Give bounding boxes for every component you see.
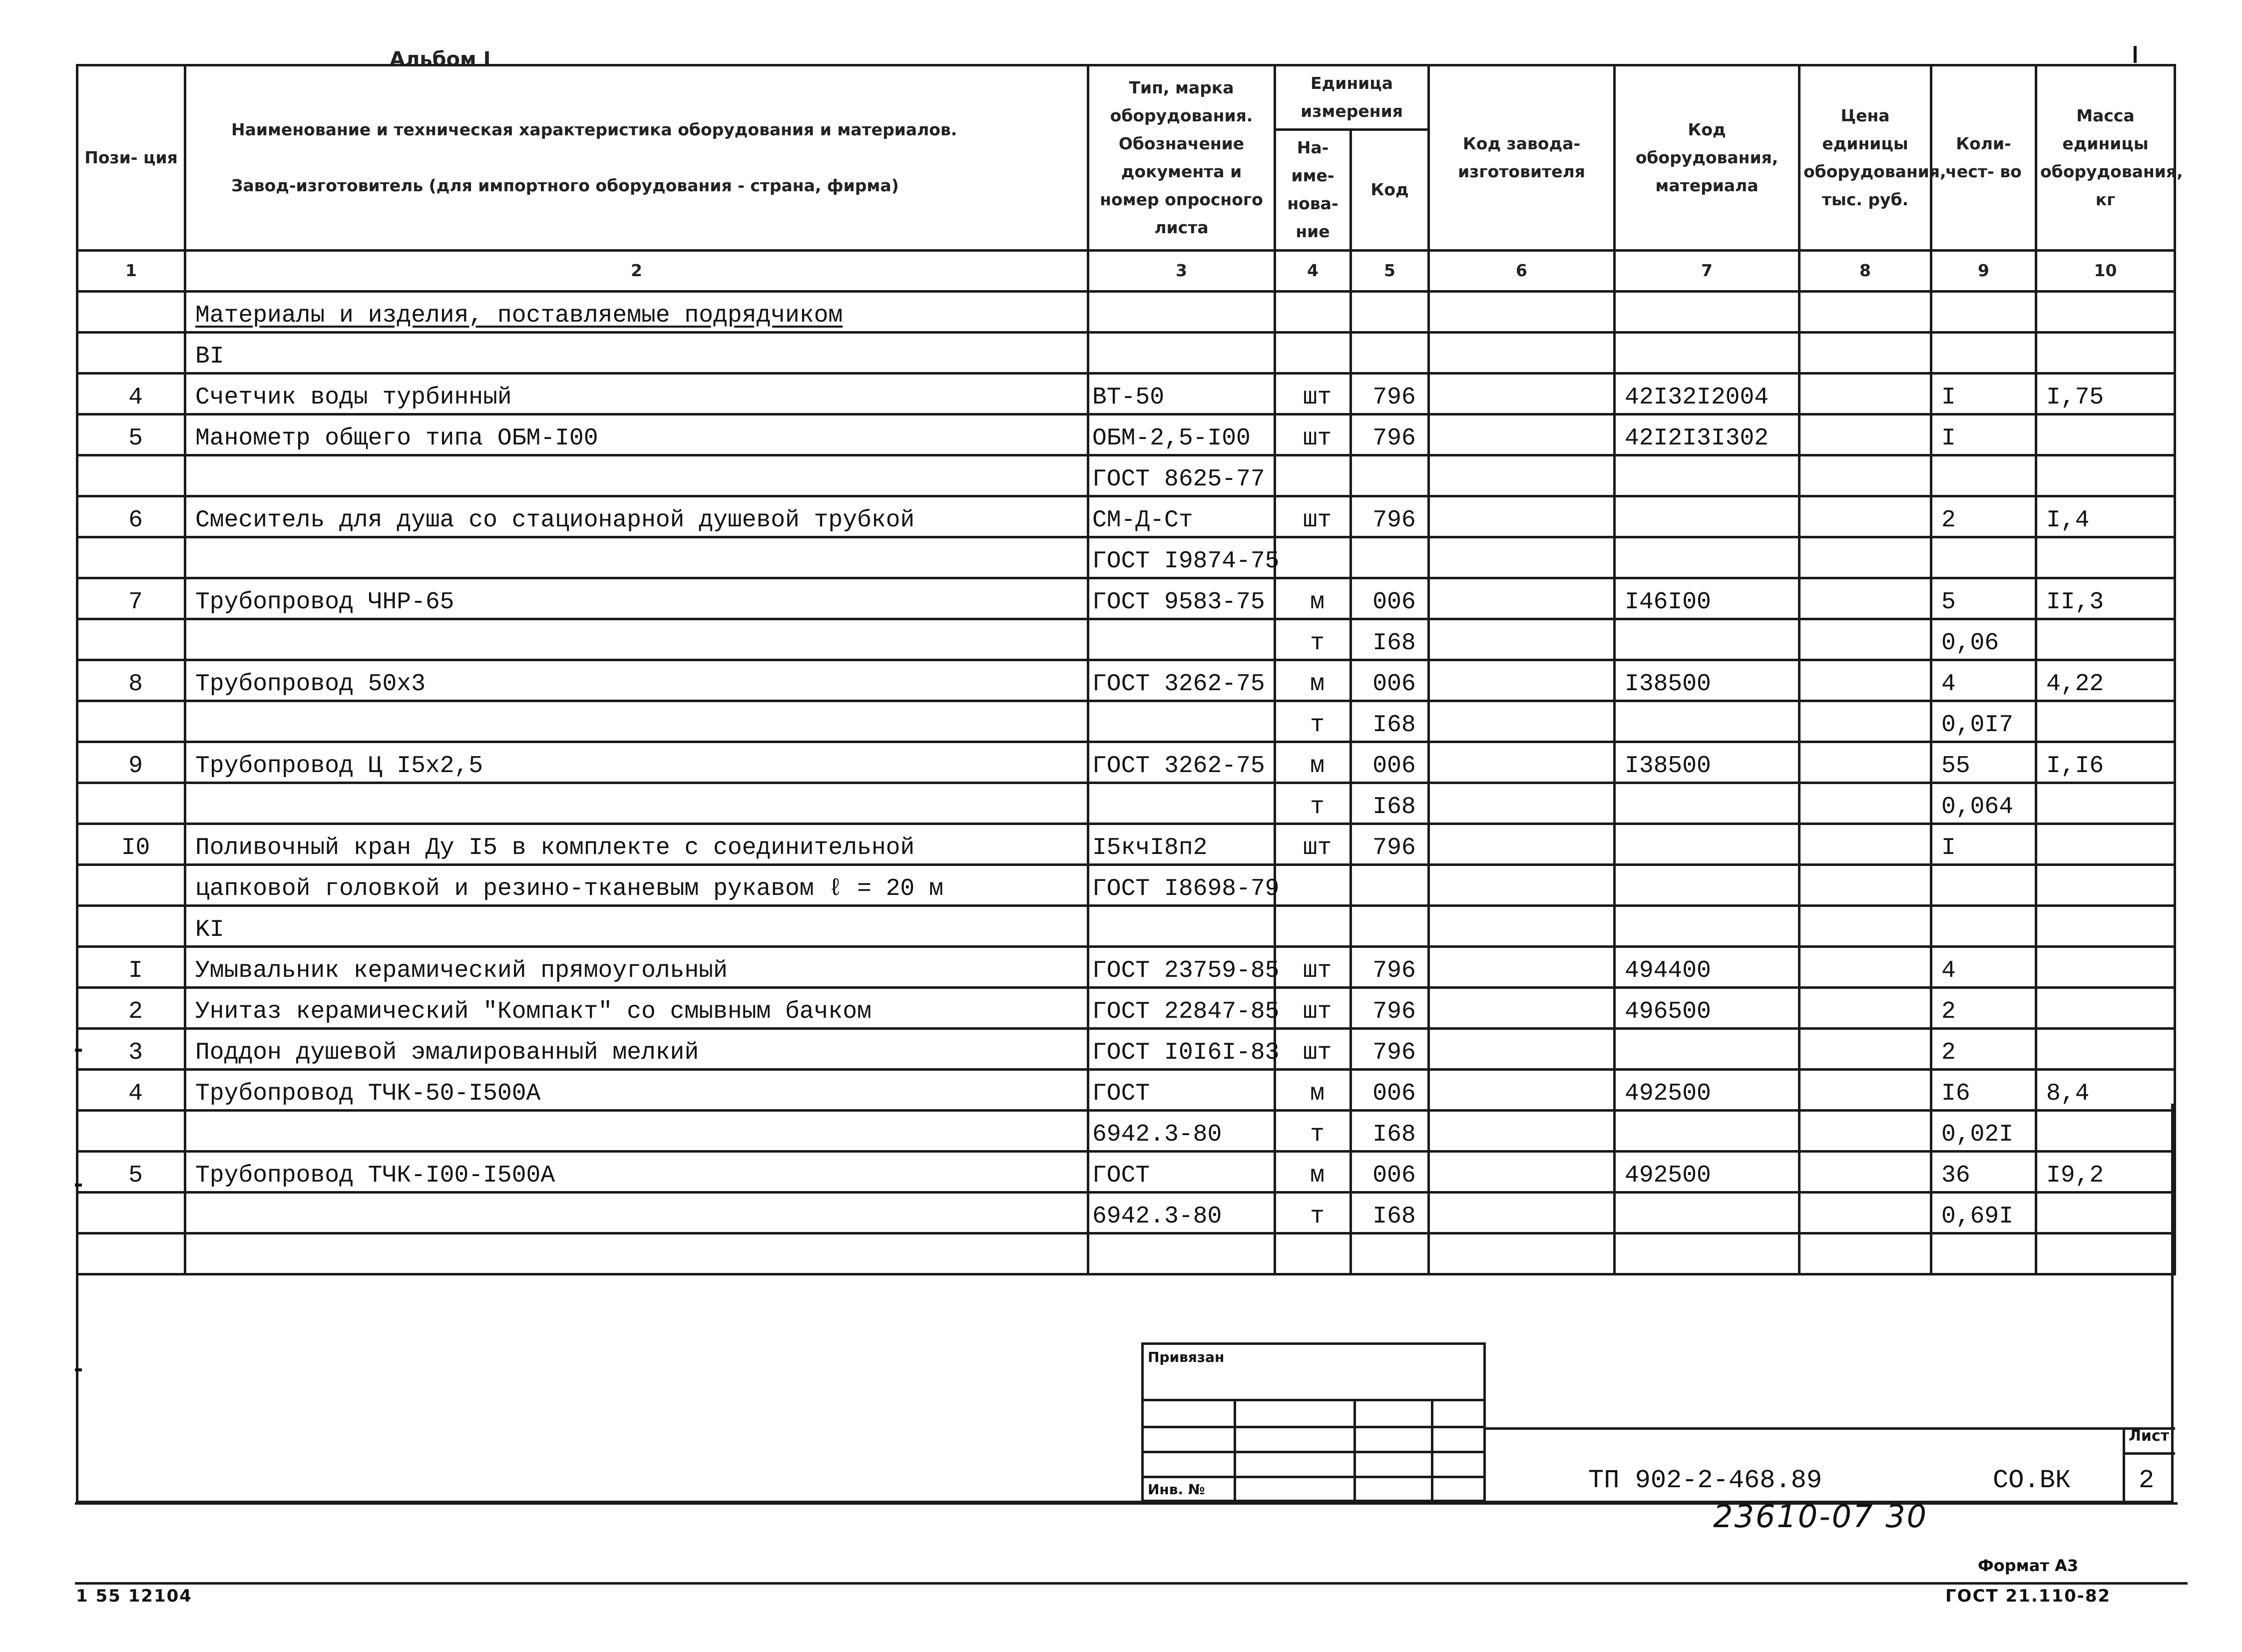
cell-mass: I,I6 <box>2036 742 2175 783</box>
cell-unit-name: т <box>1275 1192 1351 1233</box>
cell-position: 2 <box>77 987 185 1028</box>
cell-factory-code <box>1429 619 1615 660</box>
cell-mass <box>2036 864 2175 905</box>
column-number: 3 <box>1088 250 1275 291</box>
header-mass: Масса единицы оборудования, кг <box>2036 65 2175 251</box>
cell-unit-code <box>1351 332 1429 373</box>
cell-price <box>1799 291 1931 332</box>
cell-unit-code: 796 <box>1351 1028 1429 1069</box>
cell-unit-code: I68 <box>1351 783 1429 824</box>
cell-position: 9 <box>77 742 185 783</box>
cell-mass: 8,4 <box>2036 1069 2175 1110</box>
cell-factory-code <box>1429 701 1615 742</box>
cell-equipment-code: 42I2I3I302 <box>1615 414 1799 455</box>
cell-position: 5 <box>77 1151 185 1192</box>
cell-type-mark: ОБМ-2,5-I00 <box>1088 414 1275 455</box>
cell-position: 6 <box>77 496 185 537</box>
cell-unit-name <box>1275 905 1351 946</box>
table-row <box>77 496 2175 537</box>
margin-tick <box>75 1368 82 1371</box>
cell-unit-code: 796 <box>1351 373 1429 414</box>
header-position: Пози- ция <box>77 65 185 251</box>
standard-reference: ГОСТ 21.110-82 <box>1945 1586 2111 1606</box>
cell-price <box>1799 905 1931 946</box>
cell-mass: II,3 <box>2036 578 2175 619</box>
cell-type-mark: ГОСТ I9874-75 <box>1088 537 1275 578</box>
cell-factory-code <box>1429 783 1615 824</box>
cell-equipment-code <box>1615 332 1799 373</box>
cell-price <box>1799 619 1931 660</box>
cell-equipment-code: I46I00 <box>1615 578 1799 619</box>
cell-price <box>1799 987 1931 1028</box>
cell-position: I0 <box>77 824 185 864</box>
cell-unit-name: м <box>1275 578 1351 619</box>
cell-unit-name: м <box>1275 742 1351 783</box>
cell-name <box>185 619 1088 660</box>
cell-unit-code <box>1351 455 1429 496</box>
cell-unit-code: 796 <box>1351 946 1429 987</box>
cell-unit-code: 796 <box>1351 987 1429 1028</box>
cell-equipment-code <box>1615 701 1799 742</box>
cell-type-mark <box>1088 619 1275 660</box>
cell-factory-code <box>1429 742 1615 783</box>
cell-equipment-code <box>1615 619 1799 660</box>
cell-quantity: I <box>1931 373 2036 414</box>
cell-position <box>77 619 185 660</box>
cell-price <box>1799 742 1931 783</box>
table-row <box>77 783 2175 824</box>
cell-quantity: 4 <box>1931 660 2036 701</box>
cell-equipment-code <box>1615 455 1799 496</box>
cell-unit-name: шт <box>1275 987 1351 1028</box>
cell-position <box>77 537 185 578</box>
cell-factory-code <box>1429 824 1615 864</box>
cell-equipment-code: 492500 <box>1615 1151 1799 1192</box>
cell-type-mark: ГОСТ I8698-79 <box>1088 864 1275 905</box>
cell-position <box>77 291 185 332</box>
cell-name: KI <box>185 905 1088 946</box>
cell-equipment-code: 492500 <box>1615 1069 1799 1110</box>
cell-unit-name <box>1275 332 1351 373</box>
cell-equipment-code <box>1615 824 1799 864</box>
album-label: Альбом I <box>390 48 491 71</box>
cell-name: Трубопровод ТЧК-50-I500А <box>185 1069 1088 1110</box>
cell-type-mark: ГОСТ 3262-75 <box>1088 742 1275 783</box>
cell-type-mark <box>1088 291 1275 332</box>
cell-factory-code <box>1429 414 1615 455</box>
header-factory-code: Код завода- изготовителя <box>1429 65 1615 251</box>
header-unit-code: Код <box>1351 130 1429 250</box>
column-number: 7 <box>1615 250 1799 291</box>
cell-quantity: 2 <box>1931 987 2036 1028</box>
cell-factory-code <box>1429 864 1615 905</box>
sheet-label: Лист <box>2129 1427 2170 1445</box>
cell-equipment-code: I38500 <box>1615 660 1799 701</box>
cell-type-mark: 6942.3-80 <box>1088 1110 1275 1151</box>
cell-equipment-code <box>1615 1028 1799 1069</box>
cell-unit-code: 006 <box>1351 660 1429 701</box>
cell-name: Трубопровод Ц I5x2,5 <box>185 742 1088 783</box>
cell-type-mark: I5кчI8п2 <box>1088 824 1275 864</box>
cell-type-mark: ГОСТ 23759-85 <box>1088 946 1275 987</box>
cell-name: Трубопровод ЧНР-65 <box>185 578 1088 619</box>
cell-name <box>185 783 1088 824</box>
cell-equipment-code: 494400 <box>1615 946 1799 987</box>
table-row <box>77 660 2175 701</box>
cell-mass <box>2036 824 2175 864</box>
cell-unit-code <box>1351 864 1429 905</box>
cell-type-mark: ГОСТ 9583-75 <box>1088 578 1275 619</box>
cell-position: 7 <box>77 578 185 619</box>
cell-unit-code <box>1351 905 1429 946</box>
cell-unit-code: 006 <box>1351 1151 1429 1192</box>
cell-unit-name: м <box>1275 660 1351 701</box>
cell-unit-name: шт <box>1275 946 1351 987</box>
cell-equipment-code <box>1615 783 1799 824</box>
attach-col-2 <box>1353 1401 1356 1500</box>
cell-price <box>1799 578 1931 619</box>
stamp-top-line <box>1486 1427 2175 1430</box>
margin-tick <box>75 1049 82 1052</box>
cell-factory-code <box>1429 332 1615 373</box>
cell-quantity: 5 <box>1931 578 2036 619</box>
table-row <box>77 291 2175 332</box>
column-number: 1 <box>77 250 185 291</box>
cell-factory-code <box>1429 987 1615 1028</box>
cell-mass <box>2036 701 2175 742</box>
inventory-label: Инв. № <box>1148 1481 1205 1498</box>
cell-unit-name: шт <box>1275 824 1351 864</box>
cell-name: Поливочный кран Ду I5 в комплекте с соединительной <box>185 824 1088 864</box>
table-row <box>77 905 2175 946</box>
specification-table <box>76 64 2183 1275</box>
cell-factory-code <box>1429 496 1615 537</box>
table-row <box>77 1028 2175 1069</box>
cell-quantity <box>1931 864 2036 905</box>
header-unit-name: На- име- нова- ние <box>1275 130 1351 250</box>
cell-factory-code <box>1429 537 1615 578</box>
cell-name <box>185 701 1088 742</box>
cell-unit-name: т <box>1275 1110 1351 1151</box>
attachment-block <box>1141 1342 1486 1502</box>
cell-mass: I,75 <box>2036 373 2175 414</box>
cell-type-mark: ГОСТ I0I6I-83 <box>1088 1028 1275 1069</box>
cell-unit-name <box>1275 537 1351 578</box>
table-row <box>77 455 2175 496</box>
table-row <box>77 701 2175 742</box>
table-row <box>77 864 2175 905</box>
cell-factory-code <box>1429 373 1615 414</box>
cell-position <box>77 783 185 824</box>
column-number-row <box>77 250 2175 291</box>
cell-quantity: 55 <box>1931 742 2036 783</box>
table-row <box>77 987 2175 1028</box>
cell-mass: I9,2 <box>2036 1151 2175 1192</box>
cell-unit-name <box>1275 864 1351 905</box>
cell-equipment-code <box>1615 905 1799 946</box>
cell-unit-code: I68 <box>1351 1110 1429 1151</box>
table-row <box>77 619 2175 660</box>
column-number: 4 <box>1275 250 1351 291</box>
table-row <box>77 946 2175 987</box>
cell-position <box>77 701 185 742</box>
column-number: 5 <box>1351 250 1429 291</box>
cell-quantity: 0,064 <box>1931 783 2036 824</box>
cell-name: Трубопровод ТЧК-I00-I500А <box>185 1151 1088 1192</box>
cell-mass <box>2036 1028 2175 1069</box>
cell-factory-code <box>1429 291 1615 332</box>
attach-col-1 <box>1234 1401 1236 1500</box>
cell-equipment-code <box>1615 291 1799 332</box>
cell-equipment-code <box>1615 496 1799 537</box>
cell-name: Умывальник керамический прямоугольный <box>185 946 1088 987</box>
cell-price <box>1799 824 1931 864</box>
header-name-line2: Завод-изготовитель (для импортного оборудования - страна, фирма) <box>231 175 899 195</box>
cell-unit-name <box>1275 291 1351 332</box>
cell-unit-name: т <box>1275 783 1351 824</box>
document-code: СО.ВК <box>1993 1466 2071 1495</box>
cell-mass <box>2036 332 2175 373</box>
cell-position <box>77 455 185 496</box>
cell-quantity: 0,02I <box>1931 1110 2036 1151</box>
cell-position <box>77 864 185 905</box>
margin-tick <box>75 1184 82 1187</box>
cell-unit-code: I68 <box>1351 701 1429 742</box>
cell-name: Смеситель для душа со стационарной душевой трубкой <box>185 496 1088 537</box>
cell-price <box>1799 946 1931 987</box>
cell-type-mark: 6942.3-80 <box>1088 1192 1275 1233</box>
header-name <box>185 65 1088 251</box>
cell-price <box>1799 1028 1931 1069</box>
cell-equipment-code <box>1615 864 1799 905</box>
cell-quantity: 4 <box>1931 946 2036 987</box>
cell-equipment-code: 496500 <box>1615 987 1799 1028</box>
paper-format: Формат А3 <box>1978 1556 2079 1575</box>
cell-position: I <box>77 946 185 987</box>
cell-price <box>1799 864 1931 905</box>
header-unit: Единица измерения <box>1275 65 1429 130</box>
cell-quantity: 36 <box>1931 1151 2036 1192</box>
header-quantity: Коли- чест- во <box>1931 65 2036 251</box>
cell-name: BI <box>185 332 1088 373</box>
column-number: 6 <box>1429 250 1615 291</box>
header-price: Цена единицы оборудования, тыс. руб. <box>1799 65 1931 251</box>
cell-equipment-code <box>1615 537 1799 578</box>
cell-price <box>1799 496 1931 537</box>
cell-quantity: 0,06 <box>1931 619 2036 660</box>
cell-unit-code: 006 <box>1351 578 1429 619</box>
cell-unit-name: шт <box>1275 1028 1351 1069</box>
cell-position: 8 <box>77 660 185 701</box>
header-type: Тип, марка оборудования. Обозначение документа и номер опросного листа <box>1088 65 1275 251</box>
sheet-box-left <box>2123 1427 2125 1503</box>
cell-name: Трубопровод 50x3 <box>185 660 1088 701</box>
cell-factory-code <box>1429 660 1615 701</box>
cell-unit-code <box>1351 291 1429 332</box>
cell-unit-code: 006 <box>1351 742 1429 783</box>
attached-label: Привязан <box>1148 1349 1225 1365</box>
cell-quantity <box>1931 291 2036 332</box>
cell-mass <box>2036 414 2175 455</box>
cell-position <box>77 332 185 373</box>
cell-mass <box>2036 987 2175 1028</box>
cell-mass: 4,22 <box>2036 660 2175 701</box>
cell-factory-code <box>1429 578 1615 619</box>
cell-quantity: 0,0I7 <box>1931 701 2036 742</box>
cell-unit-name: шт <box>1275 373 1351 414</box>
cell-mass <box>2036 905 2175 946</box>
cell-type-mark <box>1088 783 1275 824</box>
cell-quantity: 2 <box>1931 496 2036 537</box>
cell-price <box>1799 537 1931 578</box>
cell-position: 4 <box>77 1069 185 1110</box>
cell-price <box>1799 660 1931 701</box>
cell-mass <box>2036 455 2175 496</box>
cell-price <box>1799 783 1931 824</box>
handwritten-inventory-number: 23610-07 30 <box>1713 1498 1928 1535</box>
cell-quantity <box>1931 455 2036 496</box>
cell-position: 5 <box>77 414 185 455</box>
cell-type-mark <box>1088 905 1275 946</box>
cell-unit-name: м <box>1275 1151 1351 1192</box>
table-row <box>77 373 2175 414</box>
cell-quantity: I6 <box>1931 1069 2036 1110</box>
cell-position: 3 <box>77 1028 185 1069</box>
attach-col-3 <box>1431 1401 1433 1500</box>
cell-type-mark: ГОСТ 8625-77 <box>1088 455 1275 496</box>
cell-type-mark <box>1088 332 1275 373</box>
cell-unit-code: 796 <box>1351 414 1429 455</box>
cell-mass <box>2036 783 2175 824</box>
cell-price <box>1799 373 1931 414</box>
header-equipment-code: Код оборудования, материала <box>1615 65 1799 251</box>
table-row <box>77 537 2175 578</box>
cell-name: Счетчик воды турбинный <box>185 373 1088 414</box>
cell-unit-code: 796 <box>1351 496 1429 537</box>
cell-name: Материалы и изделия, поставляемые подрядчиком <box>185 291 1088 332</box>
cell-unit-code: 006 <box>1351 1069 1429 1110</box>
cell-factory-code <box>1429 905 1615 946</box>
cell-unit-code: I68 <box>1351 619 1429 660</box>
sheet-number: 2 <box>2139 1466 2155 1495</box>
cell-name <box>185 537 1088 578</box>
cell-equipment-code: 42I32I2004 <box>1615 373 1799 414</box>
cell-factory-code <box>1429 946 1615 987</box>
cell-quantity: 0,69I <box>1931 1192 2036 1233</box>
cell-type-mark: СМ-Д-Ст <box>1088 496 1275 537</box>
cell-name: цапковой головкой и резино-тканевым рукавом ℓ = 20 м <box>185 864 1088 905</box>
cell-name <box>185 455 1088 496</box>
cell-mass <box>2036 619 2175 660</box>
table-row <box>77 332 2175 373</box>
cell-unit-name: шт <box>1275 414 1351 455</box>
footer-line <box>75 1582 2188 1585</box>
cell-quantity <box>1931 537 2036 578</box>
table-row <box>77 578 2175 619</box>
cell-position: 4 <box>77 373 185 414</box>
cell-unit-name: т <box>1275 701 1351 742</box>
column-number: 10 <box>2036 250 2175 291</box>
cell-unit-name: т <box>1275 619 1351 660</box>
cell-mass <box>2036 946 2175 987</box>
cell-unit-code: 796 <box>1351 824 1429 864</box>
cell-type-mark: ВТ-50 <box>1088 373 1275 414</box>
sheet-box-mid <box>2123 1452 2175 1455</box>
cell-type-mark: ГОСТ 3262-75 <box>1088 660 1275 701</box>
cell-quantity <box>1931 332 2036 373</box>
column-number: 8 <box>1799 250 1931 291</box>
cell-type-mark: ГОСТ 22847-85 <box>1088 987 1275 1028</box>
cell-quantity <box>1931 905 2036 946</box>
cell-unit-code <box>1351 537 1429 578</box>
table-row <box>77 824 2175 864</box>
cell-mass: I,4 <box>2036 496 2175 537</box>
cell-type-mark: ГОСТ <box>1088 1151 1275 1192</box>
cell-unit-name: м <box>1275 1069 1351 1110</box>
cell-quantity: 2 <box>1931 1028 2036 1069</box>
cell-factory-code <box>1429 1028 1615 1069</box>
cell-equipment-code: I38500 <box>1615 742 1799 783</box>
document-number: ТП 902-2-468.89 <box>1588 1466 1822 1495</box>
cell-price <box>1799 332 1931 373</box>
column-number: 2 <box>185 250 1088 291</box>
table-row <box>77 414 2175 455</box>
cell-mass <box>2036 537 2175 578</box>
print-code: 1 55 12104 <box>76 1586 192 1606</box>
cell-factory-code <box>1429 455 1615 496</box>
cell-price <box>1799 414 1931 455</box>
table-row <box>77 742 2175 783</box>
cell-unit-code: I68 <box>1351 1192 1429 1233</box>
cell-name: Унитаз керамический "Компакт" со смывным бачком <box>185 987 1088 1028</box>
cell-type-mark: ГОСТ <box>1088 1069 1275 1110</box>
bottom-frame <box>76 1104 2174 1503</box>
cell-unit-name <box>1275 455 1351 496</box>
cell-position <box>77 905 185 946</box>
cell-mass <box>2036 291 2175 332</box>
header-name-line1: Наименование и техническая характеристика оборудования и материалов. <box>231 119 957 139</box>
cell-quantity: I <box>1931 414 2036 455</box>
cell-unit-name: шт <box>1275 496 1351 537</box>
cell-type-mark <box>1088 701 1275 742</box>
cell-name: Поддон душевой эмалированный мелкий <box>185 1028 1088 1069</box>
column-number: 9 <box>1931 250 2036 291</box>
cell-quantity: I <box>1931 824 2036 864</box>
corner-mark <box>2134 46 2137 63</box>
cell-price <box>1799 455 1931 496</box>
cell-name: Манометр общего типа ОБМ-I00 <box>185 414 1088 455</box>
cell-price <box>1799 701 1931 742</box>
